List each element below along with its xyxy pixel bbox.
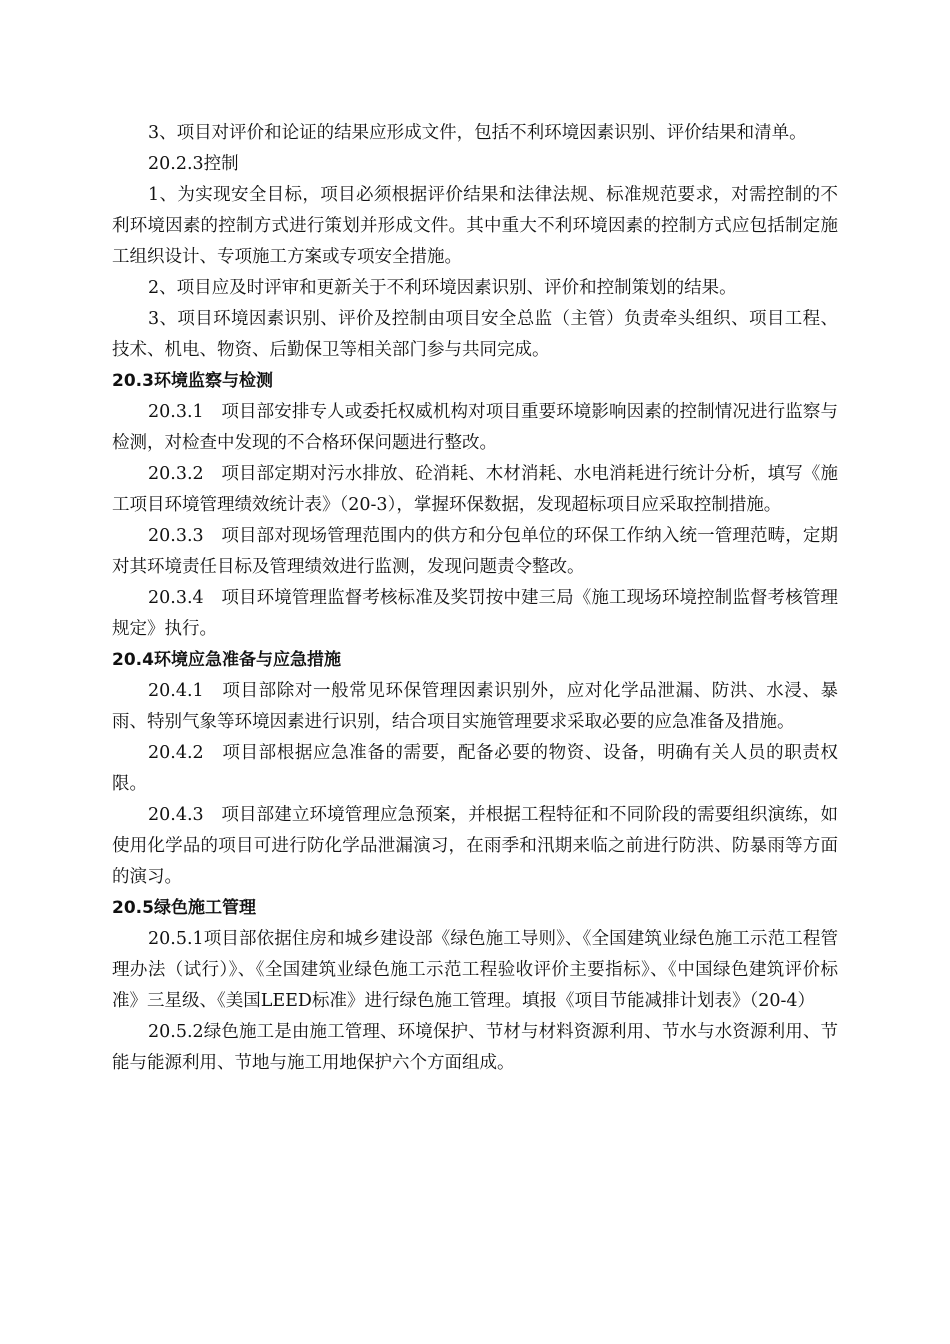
paragraph-20-5-2: 20.5.2绿色施工是由施工管理、环境保护、节材与材料资源利用、节水与水资源利用、节能与能源利用、节地与施工用地保护六个方面组成。 [112, 1022, 838, 1073]
paragraph-3-result-docs: 3、项目对评价和论证的结果应形成文件，包括不利环境因素识别、评价结果和清单。 [148, 123, 807, 143]
paragraph-20-4-3: 20.4.3 项目部建立环境管理应急预案，并根据工程特征和不同阶段的需要组织演练，如使用化学品的项目可进行防化学品泄漏演习，在雨季和汛期来临之前进行防洪、防暴雨等方面的演习。 [112, 805, 838, 887]
paragraph-20-3-2: 20.3.2 项目部定期对污水排放、砼消耗、木材消耗、水电消耗进行统计分析，填写《施工项目环境管理绩效统计表》（20-3），掌握环保数据，发现超标项目应采取控制措施。 [112, 464, 838, 515]
document-page [112, 118, 838, 1079]
paragraph-20-4-2: 20.4.2 项目部根据应急准备的需要，配备必要的物资、设备，明确有关人员的职责权限。 [112, 743, 838, 794]
paragraph-20-3-3: 20.3.3 项目部对现场管理范围内的供方和分包单位的环保工作纳入统一管理范畴，定期对其环境责任目标及管理绩效进行监测，发现问题责令整改。 [112, 526, 838, 577]
paragraph-control-1: 1、为实现安全目标，项目必须根据评价结果和法律法规、标准规范要求，对需控制的不利环境因素的控制方式进行策划并形成文件。其中重大不利环境因素的控制方式应包括制定施工组织设计、专项施工方案或专项安全措施。 [112, 185, 838, 267]
paragraph-20-3-4: 20.3.4 项目环境管理监督考核标准及奖罚按中建三局《施工现场环境控制监督考核管理规定》执行。 [112, 588, 838, 639]
paragraph-20-5-1: 20.5.1项目部依据住房和城乡建设部《绿色施工导则》、《全国建筑业绿色施工示范工程管理办法（试行）》、《全国建筑业绿色施工示范工程验收评价主要指标》、《中国绿色建筑评价标准》三星级、《美国LEED标准》进行绿色施工管理。填报《项目节能减排计划表》（20-4） [112, 929, 838, 1011]
paragraph-20-3-1: 20.3.1 项目部安排专人或委托权威机构对项目重要环境影响因素的控制情况进行监察与检测，对检查中发现的不合格环保问题进行整改。 [112, 402, 838, 453]
paragraph-control-3: 3、项目环境因素识别、评价及控制由项目安全总监（主管）负责牵头组织、项目工程、技术、机电、物资、后勤保卫等相关部门参与共同完成。 [112, 309, 838, 360]
paragraph-20-4-1: 20.4.1 项目部除对一般常见环保管理因素识别外，应对化学品泄漏、防洪、水浸、暴雨、特别气象等环境因素进行识别，结合项目实施管理要求采取必要的应急准备及措施。 [112, 681, 838, 732]
subsection-20-2-3-title: 20.2.3控制 [148, 154, 239, 174]
section-20-4-heading: 20.4环境应急准备与应急措施 [112, 650, 341, 670]
paragraph-control-2: 2、项目应及时评审和更新关于不利环境因素识别、评价和控制策划的结果。 [148, 278, 737, 298]
section-20-3-heading: 20.3环境监察与检测 [112, 371, 273, 391]
section-20-5-heading: 20.5绿色施工管理 [112, 898, 256, 918]
